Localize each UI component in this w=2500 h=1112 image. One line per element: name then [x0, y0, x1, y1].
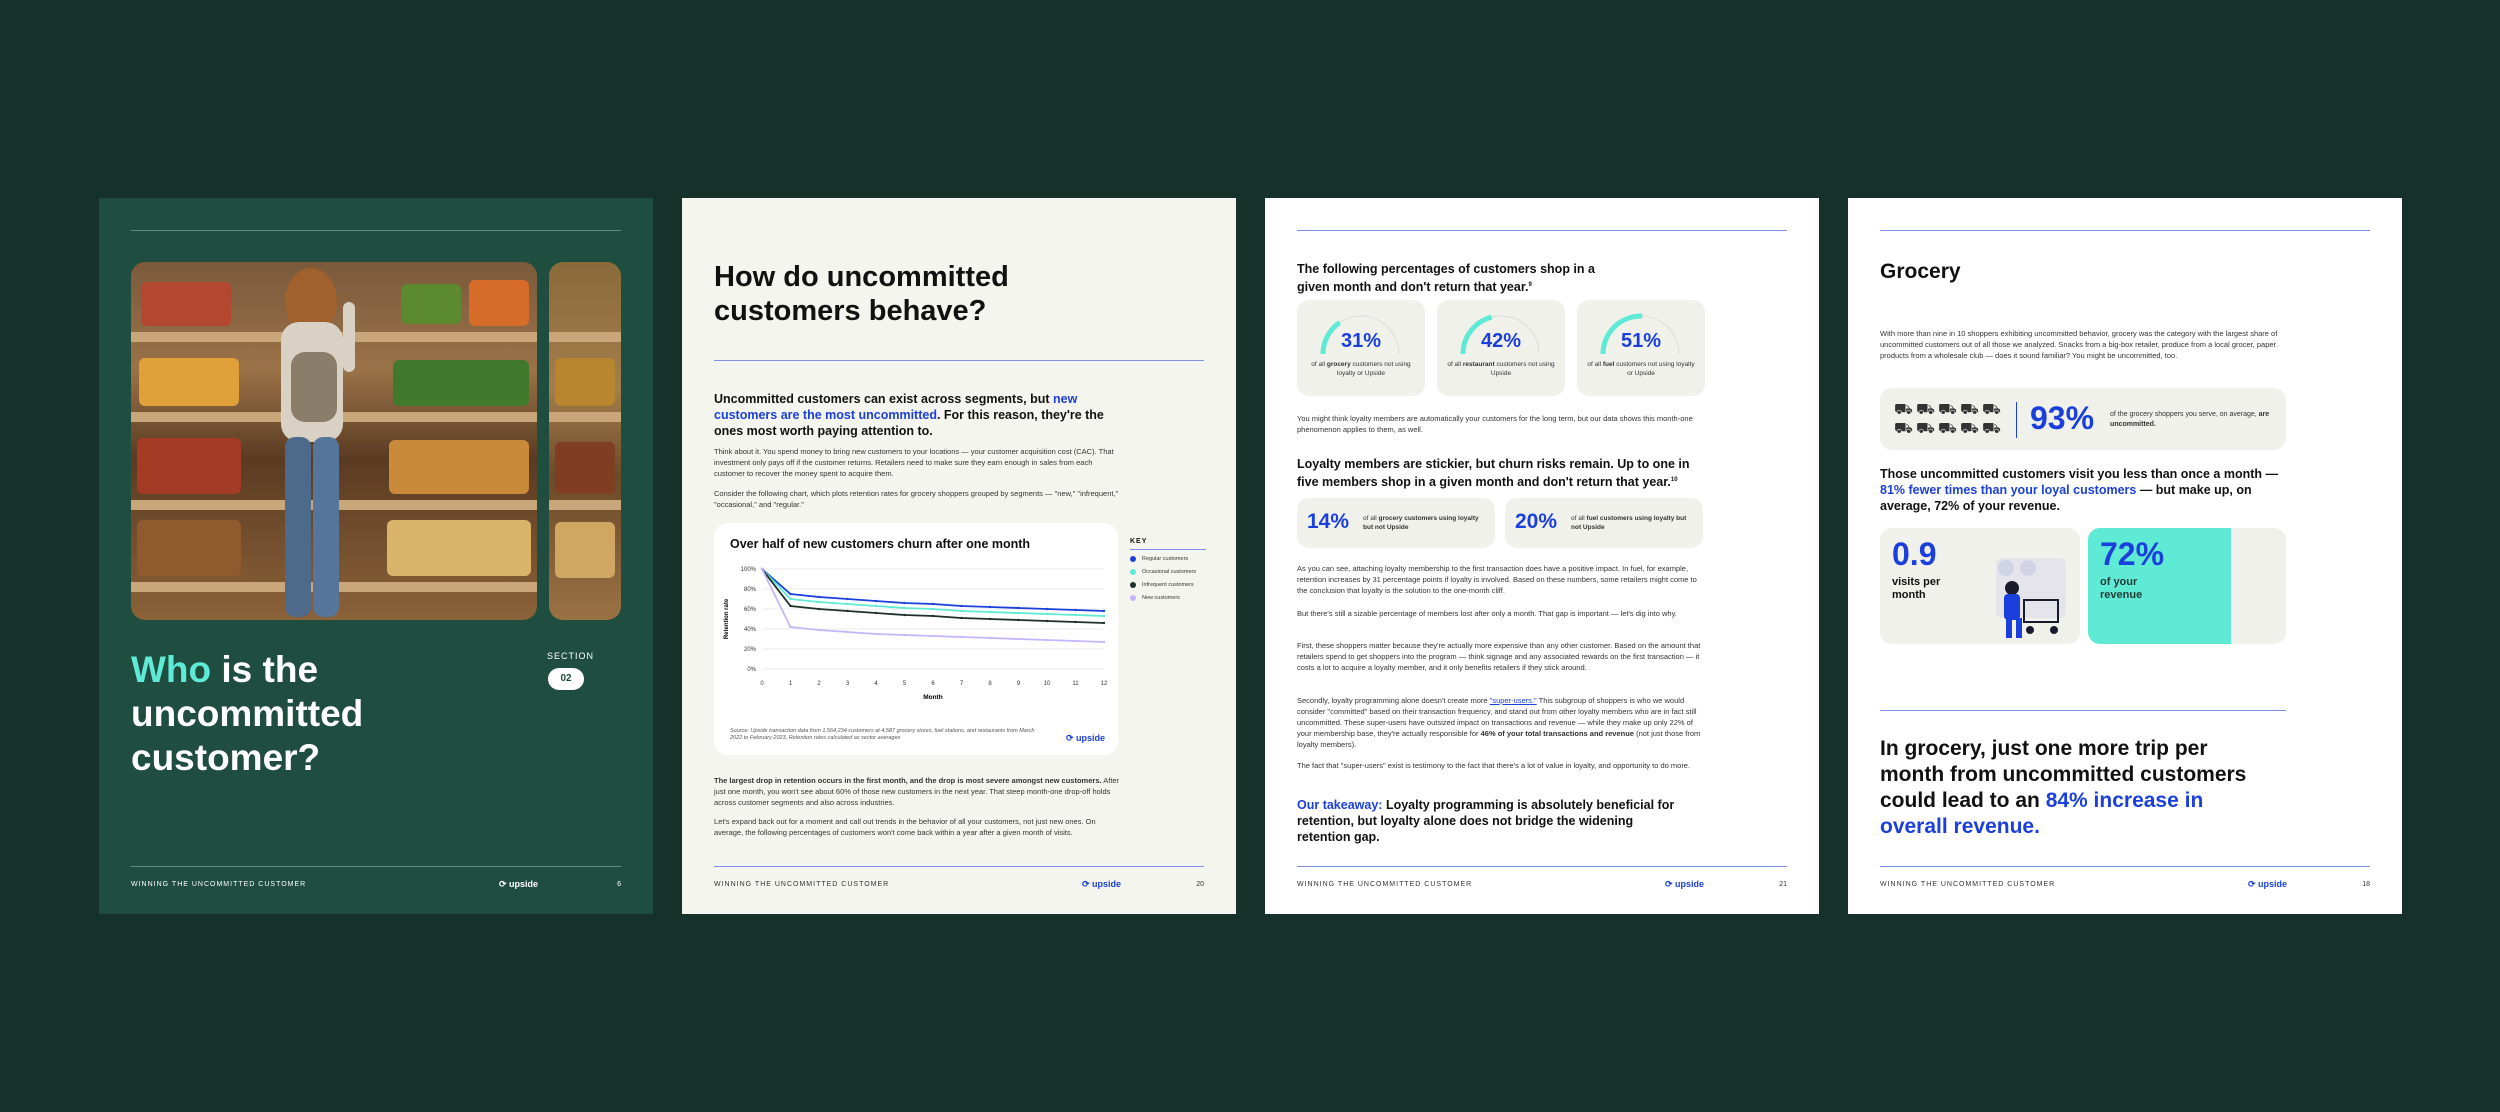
chart-title: Over half of new customers churn after one month [730, 537, 1031, 551]
x-tick-label: 2 [817, 681, 821, 687]
loyalty-stat-value: 14% [1307, 510, 1350, 533]
data-point-occasional-customers [846, 603, 848, 605]
mid-rule [1880, 710, 2286, 711]
data-point-infrequent-customers [960, 617, 962, 619]
y-axis-label: Retention rate [724, 598, 730, 640]
section-number-badge: 02 [548, 668, 584, 690]
body-paragraph-5: Secondly, loyalty programming alone doesn't create more "super-users." This subgroup of shoppers is who we would consider "committed" based on their transaction frequency, and stand out from other loyalty members who are in fact still uncommitted. These super-users have outsized impact on transactions and revenue — while they make up only 22% of your membership base, they're actually responsible for 46% of your total transactions and revenue (not just those from loyalty members). [1297, 696, 1701, 749]
page-number: 21 [1779, 881, 1787, 888]
data-point-new-customers [960, 636, 962, 638]
footer-title: WINNING THE UNCOMMITTED CUSTOMER [714, 881, 890, 888]
data-point-occasional-customers [818, 601, 820, 603]
legend-item [1130, 582, 1206, 588]
cover-title-line2: uncommitted [131, 693, 364, 734]
x-tick-label: 5 [902, 681, 907, 687]
legend-item [1130, 556, 1206, 562]
visits-card [1880, 528, 2080, 644]
title-rule [714, 360, 1204, 361]
footer-title: WINNING THE UNCOMMITTED CUSTOMER [131, 881, 307, 888]
stat-card [1437, 300, 1565, 396]
closing-statement: In grocery, just one more trip per month from uncommitted customers could lead to an 84% increase in overall revenue. [1880, 737, 2247, 838]
legend-label: Regular customers [1142, 556, 1189, 562]
upside-logo: ⟳ upside [1665, 879, 1705, 889]
shopper-cart-illustration [1976, 548, 2072, 644]
data-point-occasional-customers [903, 607, 905, 609]
body-paragraph-4: First, these shoppers matter because they're actually more expensive than any other customer. Based on the amount that retailers spend to get shoppers into the program — think signage and any associated rewards on the first transaction — it costs a lot to acquire a loyalty member, and it only benefits retailers if they stick around. [1297, 641, 1701, 672]
shopper-photo [131, 262, 537, 620]
legend-label: New customers [1142, 595, 1180, 601]
body-paragraph-1: Think about it. You spend money to bring new customers to your locations — your customer acquisition cost (CAC). That investment only pays off if the customer returns. Retailers need to make sure they earn enough in sales from each customer to recover the money spent to acquire them. [714, 447, 1114, 478]
stat-93-caption: of the grocery shoppers you serve, on average, are uncommitted. [2110, 411, 2270, 428]
loyalty-stat-value: 20% [1515, 510, 1558, 533]
shopping-cart-icon: ⛟ [1894, 420, 1913, 437]
body-paragraph-1: You might think loyalty members are automatically your customers for the long term, but our data shows this month-one phenomenon applies to them, as well. [1297, 414, 1693, 434]
page-how-do-uncommitted-customers-behave [682, 198, 1236, 914]
data-point-regular-customers [846, 598, 848, 600]
x-tick-label: 12 [1100, 681, 1108, 687]
body-paragraph-2: Consider the following chart, which plots retention rates for grocery shoppers grouped by segments — "new," "infrequent," "occasional," and "regular." [714, 489, 1119, 509]
body-paragraph-3: The largest drop in retention occurs in the first month, and the drop is most severe amongst new customers. After just one month, you won't see about 60% of those new customers in the next year. That steep month-one drop-off holds across customer segments and also across industries. [714, 776, 1120, 807]
x-tick-label: 7 [959, 681, 964, 687]
page-grocery [1848, 198, 2402, 914]
chart-source: Source: Upside transaction data from 1,564,234 customers at 4,587 grocery stores, fuel stations, and restaurants from March 2022 to February 2023. Retention rates calculated as sector averages [730, 728, 1035, 741]
x-tick-label: 10 [1043, 681, 1051, 687]
body-paragraph-1: With more than nine in 10 shoppers exhibiting uncommitted behavior, grocery was the category with the largest share of uncommitted customers out of all those we analyzed. Snacks from a big-box retailer, produce from a local grocer, paper products from a wholesale club — does it sound familiar? You might be uncommitted, too. [1880, 329, 2278, 360]
body-paragraph-4: Let's expand back out for a moment and call out trends in the behavior of all your customers, not just new ones. On average, the following percentages of customers won't come back within a year after a given month of visits. [714, 817, 1096, 837]
data-point-infrequent-customers [789, 605, 791, 607]
data-point-occasional-customers [1046, 613, 1048, 615]
section-label: SECTION [547, 651, 595, 661]
data-point-regular-customers [1046, 608, 1048, 610]
shopper-photo-secondary [549, 262, 621, 620]
stat-93-card [1880, 388, 2286, 450]
legend-title: KEY [1130, 538, 1206, 550]
x-tick-label: 3 [845, 681, 850, 687]
data-point-occasional-customers [989, 611, 991, 613]
data-point-regular-customers [1017, 607, 1019, 609]
shopping-cart-icon: ⛟ [1982, 401, 2001, 418]
stat-value: 42% [1480, 330, 1522, 352]
body-paragraph-6: The fact that "super-users" exist is testimony to the fact that there's a lot of value in loyalty, and opportunity to do more. [1297, 761, 1691, 770]
x-tick-label: 8 [988, 681, 992, 687]
footer-title: WINNING THE UNCOMMITTED CUSTOMER [1880, 881, 2056, 888]
super-users-link[interactable]: "super-users." [1489, 696, 1537, 705]
shopping-cart-icon: ⛟ [1960, 420, 1979, 437]
stats-heading: The following percentages of customers shop in a given month and don't return that year.$^9$ [1297, 262, 1595, 295]
data-point-new-customers [1074, 640, 1076, 642]
upside-logo: ⟳ upside [1082, 879, 1122, 889]
data-point-new-customers [1103, 641, 1105, 643]
x-axis-label: Month [923, 694, 943, 701]
data-point-occasional-customers [1074, 614, 1076, 616]
stat-caption: of all grocery customers not using loyalty or Upside [1311, 361, 1411, 377]
bottom-rule [131, 866, 621, 867]
bottom-rule [714, 866, 1204, 867]
stat-caption: of all restaurant customers not using Upside [1447, 361, 1555, 377]
shopper-figure [251, 262, 371, 620]
y-tick-label: 100% [740, 567, 756, 573]
data-point-infrequent-customers [932, 615, 934, 617]
legend-item [1130, 595, 1206, 601]
data-point-infrequent-customers [1074, 621, 1076, 623]
page-title: How do uncommitted customers behave? [714, 261, 1009, 327]
body-paragraph-3: But there's still a sizable percentage of members lost after only a month. That gap is important — let's dig into why. [1297, 609, 1677, 618]
revenue-label: of your revenue [2100, 576, 2143, 601]
footer-title: WINNING THE UNCOMMITTED CUSTOMER [1297, 881, 1473, 888]
shopping-cart-icon: ⛟ [1938, 401, 1957, 418]
data-point-regular-customers [1103, 610, 1105, 612]
stat-card [1577, 300, 1705, 396]
data-point-new-customers [1017, 638, 1019, 640]
legend-swatch [1130, 595, 1136, 601]
data-point-new-customers [789, 626, 791, 628]
lead-paragraph: Uncommitted customers can exist across segments, but new customers are the most uncommitted. For this reason, they're the ones most worth paying attention to. [714, 392, 1104, 438]
top-rule [131, 230, 621, 231]
data-point-infrequent-customers [1017, 619, 1019, 621]
cart-icon-grid [1894, 400, 2014, 438]
retention-chart-card [714, 523, 1118, 755]
data-point-regular-customers [960, 605, 962, 607]
loyalty-stat-card [1505, 498, 1703, 548]
stat-caption: of all fuel customers not using loyalty or Upside [1587, 361, 1695, 377]
body-paragraph-2: As you can see, attaching loyalty membership to the first transaction does have a positive impact. In fuel, for example, retention increases by 31 percentage points if loyalty is involved. Based on these numbers, some retailers might come to the conclusion that loyalty is the solution to the one-month cliff. [1297, 564, 1697, 595]
legend-swatch [1130, 556, 1136, 562]
page-loyalty-retention [1265, 198, 1819, 914]
legend-swatch [1130, 569, 1136, 575]
loyalty-stat-caption: of all fuel customers using loyalty but not Upside [1571, 515, 1687, 531]
y-tick-label: 20% [743, 647, 756, 653]
data-point-new-customers [875, 633, 877, 635]
shopping-cart-icon: ⛟ [1938, 420, 1957, 437]
data-point-new-customers [761, 568, 763, 570]
data-point-occasional-customers [1103, 615, 1105, 617]
data-point-infrequent-customers [903, 614, 905, 616]
page-title: Grocery [1880, 260, 1961, 283]
data-point-new-customers [1046, 639, 1048, 641]
stat-93-value: 93% [2030, 400, 2095, 436]
data-point-regular-customers [932, 603, 934, 605]
series-line-new-customers [762, 569, 1104, 642]
upside-logo: ⟳ upside [2248, 879, 2288, 889]
x-tick-label: 11 [1072, 681, 1079, 687]
data-point-regular-customers [1074, 609, 1076, 611]
cover-title [131, 648, 363, 780]
y-tick-label: 40% [743, 627, 756, 633]
data-point-infrequent-customers [1046, 620, 1048, 622]
data-point-infrequent-customers [818, 608, 820, 610]
legend-swatch [1130, 582, 1136, 588]
data-point-new-customers [903, 634, 905, 636]
data-point-regular-customers [875, 600, 877, 602]
data-point-infrequent-customers [989, 618, 991, 620]
data-point-occasional-customers [960, 610, 962, 612]
cover-title-rest: is the [211, 649, 319, 690]
revenue-card [2088, 528, 2286, 644]
x-tick-label: 1 [788, 681, 793, 687]
revenue-value: 72% [2100, 536, 2165, 572]
data-point-new-customers [989, 637, 991, 639]
upside-logo: ⟳ upside [499, 879, 539, 889]
x-tick-label: 0 [760, 681, 764, 687]
cover-title-line3: customer? [131, 737, 321, 778]
x-tick-label: 6 [931, 681, 935, 687]
data-point-regular-customers [789, 593, 791, 595]
legend-label: Occasional customers [1142, 569, 1197, 575]
legend-item [1130, 569, 1206, 575]
stat-value: 31% [1340, 330, 1382, 352]
shopping-cart-icon: ⛟ [1960, 401, 1979, 418]
data-point-new-customers [818, 629, 820, 631]
data-point-occasional-customers [1017, 612, 1019, 614]
data-point-regular-customers [989, 606, 991, 608]
top-rule [1297, 230, 1787, 231]
stat-card [1297, 300, 1425, 396]
data-point-occasional-customers [789, 598, 791, 600]
shopping-cart-icon: ⛟ [1982, 420, 2001, 437]
data-point-occasional-customers [932, 608, 934, 610]
y-tick-label: 80% [743, 587, 756, 593]
cover-page-section-02 [99, 198, 653, 914]
data-point-occasional-customers [875, 605, 877, 607]
bottom-rule [1880, 866, 2370, 867]
shopping-cart-icon: ⛟ [1894, 401, 1913, 418]
data-point-infrequent-customers [846, 610, 848, 612]
y-tick-label: 60% [743, 607, 756, 613]
x-tick-label: 4 [874, 681, 878, 687]
legend-label: Infrequent customers [1142, 582, 1194, 588]
data-point-infrequent-customers [875, 612, 877, 614]
retention-line-chart [714, 559, 1118, 709]
visits-label: visits per month [1892, 576, 1941, 601]
data-point-regular-customers [818, 596, 820, 598]
x-tick-label: 9 [1016, 681, 1021, 687]
shopping-cart-icon: ⛟ [1916, 401, 1935, 418]
takeaway: Our takeaway: Loyalty programming is absolutely beneficial for retention, but loyalty alone does not bridge the widening retention gap. [1297, 798, 1675, 844]
page-number: 6 [617, 881, 621, 888]
stat-value: 51% [1620, 330, 1662, 352]
loyalty-stat-caption: of all grocery customers using loyalty but not Upside [1363, 515, 1479, 531]
top-rule [1880, 230, 2370, 231]
page-number: 18 [2362, 881, 2370, 888]
visits-value: 0.9 [1892, 536, 1937, 572]
data-point-new-customers [846, 631, 848, 633]
page-number: 20 [1196, 881, 1204, 888]
cover-title-highlight: Who [131, 649, 212, 690]
loyalty-heading: Loyalty members are stickier, but churn risks remain. Up to one in five members shop in a given month and don't return that year.$^{10}$ [1297, 457, 1690, 490]
shopping-cart-icon: ⛟ [1916, 420, 1935, 437]
data-point-new-customers [932, 635, 934, 637]
data-point-regular-customers [903, 602, 905, 604]
loyalty-stat-card [1297, 498, 1495, 548]
frequency-heading: Those uncommitted customers visit you less than once a month — 81% fewer times than your loyal customers — but make up, on average, 72% of your revenue. [1880, 467, 2278, 513]
data-point-infrequent-customers [1103, 622, 1105, 624]
bottom-rule [1297, 866, 1787, 867]
y-tick-label: 0% [747, 667, 756, 673]
chart-upside-logo: ⟳ upside [1066, 733, 1106, 743]
chart-legend [1130, 538, 1206, 608]
